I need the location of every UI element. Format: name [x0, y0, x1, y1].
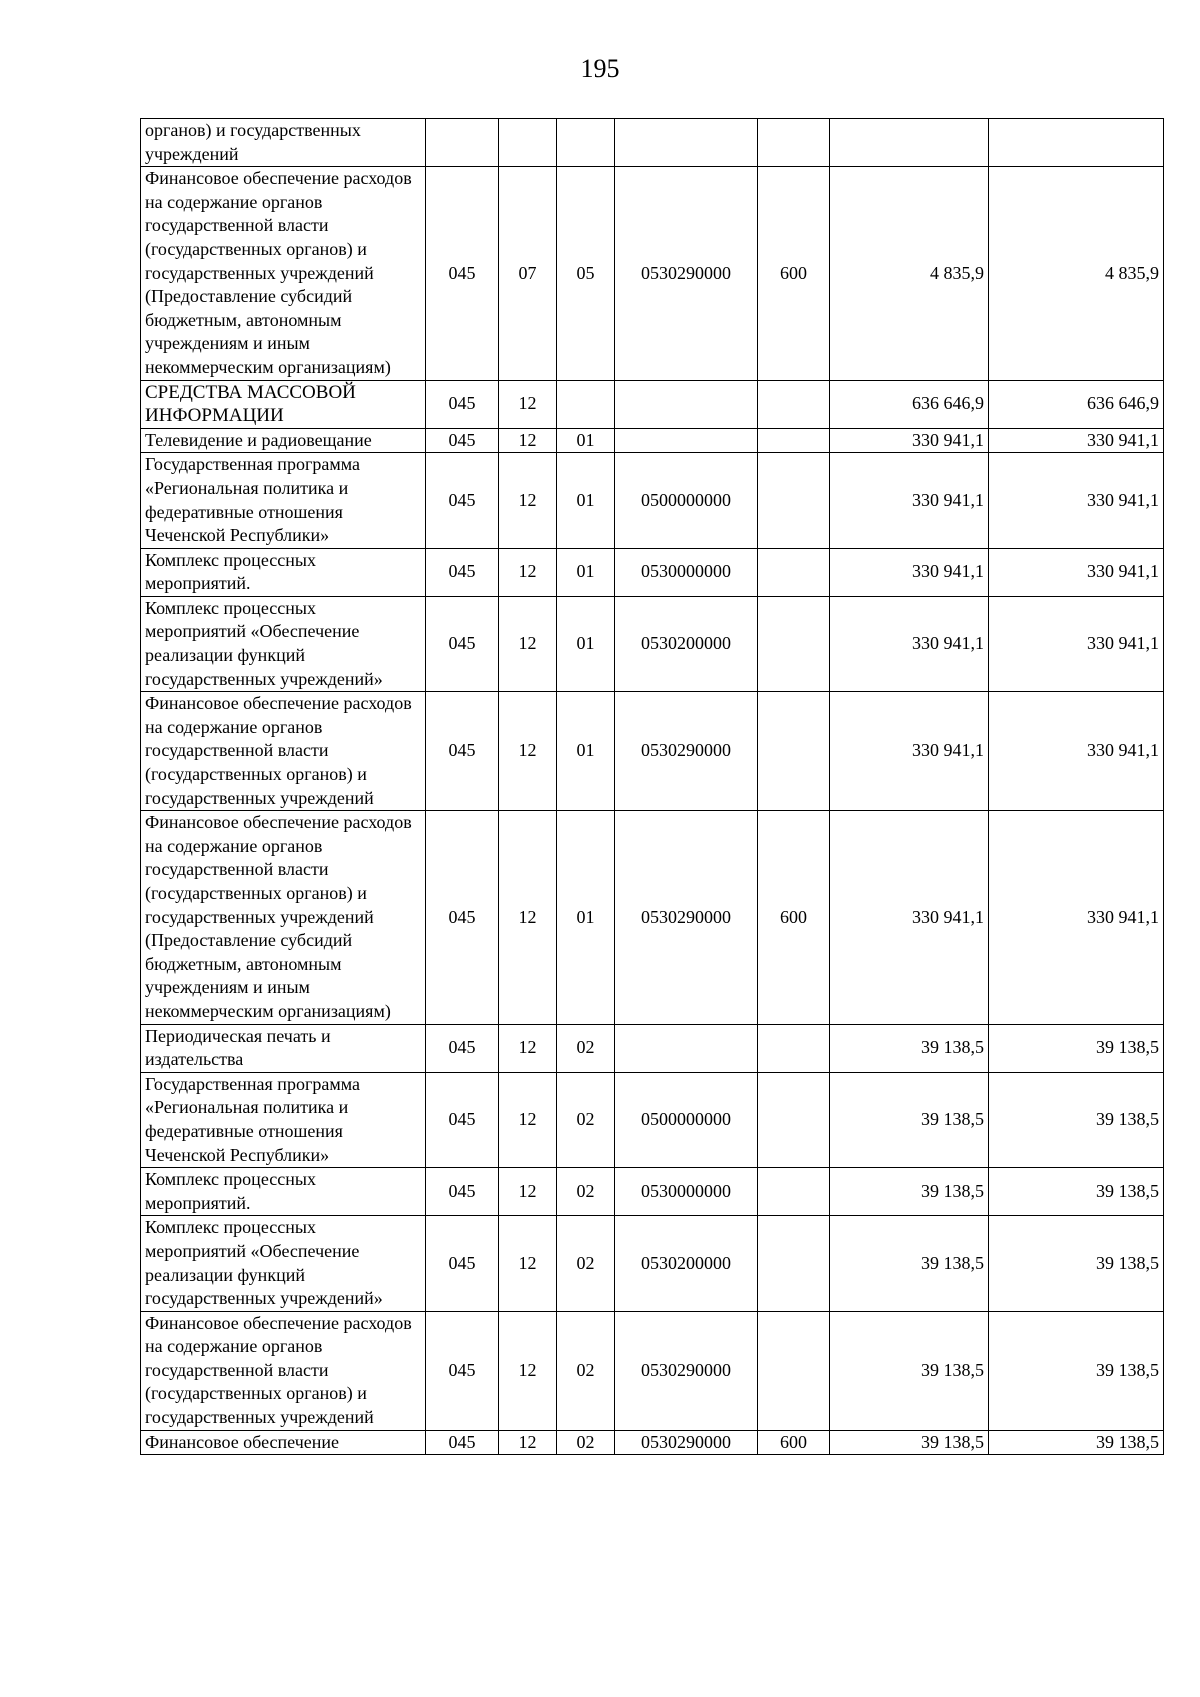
cell-subsection: 01	[557, 548, 615, 596]
cell-target-article: 0530000000	[615, 1168, 758, 1216]
table-row	[141, 811, 1164, 1024]
cell-target-article: 0530200000	[615, 1216, 758, 1311]
cell-subsection: 02	[557, 1216, 615, 1311]
cell-grbs: 045	[426, 596, 499, 691]
cell-section: 12	[499, 1216, 557, 1311]
cell-expense-type: 600	[758, 1430, 830, 1455]
cell-amount-2: 39 138,5	[989, 1168, 1164, 1216]
cell-grbs: 045	[426, 1024, 499, 1072]
table-body	[141, 119, 1164, 1455]
cell-amount-2	[989, 119, 1164, 167]
cell-expense-type	[758, 692, 830, 811]
cell-amount-2: 330 941,1	[989, 428, 1164, 453]
cell-amount-1: 330 941,1	[830, 692, 989, 811]
cell-amount-1: 330 941,1	[830, 596, 989, 691]
cell-section: 12	[499, 548, 557, 596]
cell-name: Финансовое обеспечение	[141, 1430, 426, 1455]
cell-amount-1: 330 941,1	[830, 811, 989, 1024]
cell-expense-type	[758, 453, 830, 548]
cell-expense-type: 600	[758, 811, 830, 1024]
cell-section: 12	[499, 380, 557, 428]
cell-subsection: 02	[557, 1430, 615, 1455]
cell-name: Комплекс процессных мероприятий.	[141, 1168, 426, 1216]
table-row	[141, 1168, 1164, 1216]
table-row	[141, 380, 1164, 428]
cell-amount-1: 39 138,5	[830, 1430, 989, 1455]
cell-amount-1: 636 646,9	[830, 380, 989, 428]
cell-subsection: 01	[557, 596, 615, 691]
cell-grbs: 045	[426, 380, 499, 428]
cell-subsection: 01	[557, 428, 615, 453]
cell-name: Финансовое обеспечение расходов на содержание органов государственной власти (государственных органов) и государственных учреждений (Предоставление субсидий бюджетным, автономным учреждениям и иным некоммерческим организациям)	[141, 811, 426, 1024]
cell-name: Финансовое обеспечение расходов на содержание органов государственной власти (государственных органов) и государственных учреждений (Предоставление субсидий бюджетным, автономным учреждениям и иным некоммерческим организациям)	[141, 167, 426, 380]
table-row	[141, 1430, 1164, 1455]
cell-grbs: 045	[426, 1168, 499, 1216]
table-row	[141, 1024, 1164, 1072]
cell-amount-1: 330 941,1	[830, 428, 989, 453]
cell-subsection: 01	[557, 811, 615, 1024]
cell-amount-2: 330 941,1	[989, 453, 1164, 548]
cell-target-article	[615, 380, 758, 428]
cell-amount-2: 330 941,1	[989, 692, 1164, 811]
cell-target-article: 0530000000	[615, 548, 758, 596]
cell-amount-1: 39 138,5	[830, 1311, 989, 1430]
cell-amount-2: 39 138,5	[989, 1024, 1164, 1072]
cell-amount-1: 330 941,1	[830, 548, 989, 596]
cell-subsection: 01	[557, 453, 615, 548]
cell-amount-1: 39 138,5	[830, 1216, 989, 1311]
cell-amount-2: 4 835,9	[989, 167, 1164, 380]
cell-amount-2: 330 941,1	[989, 596, 1164, 691]
cell-subsection	[557, 380, 615, 428]
cell-expense-type: 600	[758, 167, 830, 380]
table-row	[141, 453, 1164, 548]
cell-section: 12	[499, 1072, 557, 1167]
cell-grbs: 045	[426, 1311, 499, 1430]
table-row	[141, 692, 1164, 811]
cell-target-article: 0530200000	[615, 596, 758, 691]
table-row	[141, 596, 1164, 691]
cell-name: СРЕДСТВА МАССОВОЙ ИНФОРМАЦИИ	[141, 380, 426, 428]
cell-section: 12	[499, 453, 557, 548]
cell-name: Комплекс процессных мероприятий.	[141, 548, 426, 596]
cell-section: 12	[499, 1024, 557, 1072]
cell-grbs: 045	[426, 548, 499, 596]
cell-target-article: 0530290000	[615, 811, 758, 1024]
cell-amount-2: 636 646,9	[989, 380, 1164, 428]
cell-subsection: 02	[557, 1072, 615, 1167]
cell-target-article: 0500000000	[615, 453, 758, 548]
cell-target-article	[615, 428, 758, 453]
table-row	[141, 428, 1164, 453]
cell-amount-2: 39 138,5	[989, 1430, 1164, 1455]
cell-grbs: 045	[426, 428, 499, 453]
cell-name: Комплекс процессных мероприятий «Обеспечение реализации функций государственных учреждений»	[141, 596, 426, 691]
cell-section: 12	[499, 1311, 557, 1430]
cell-subsection	[557, 119, 615, 167]
cell-target-article: 0530290000	[615, 167, 758, 380]
cell-name: Финансовое обеспечение расходов на содержание органов государственной власти (государственных органов) и государственных учреждений	[141, 1311, 426, 1430]
table-row	[141, 1072, 1164, 1167]
cell-name: Государственная программа «Региональная политика и федеративные отношения Чеченской Республики»	[141, 1072, 426, 1167]
cell-expense-type	[758, 119, 830, 167]
cell-expense-type	[758, 1168, 830, 1216]
cell-section: 12	[499, 811, 557, 1024]
cell-expense-type	[758, 1311, 830, 1430]
cell-expense-type	[758, 1216, 830, 1311]
cell-target-article: 0500000000	[615, 1072, 758, 1167]
cell-expense-type	[758, 548, 830, 596]
cell-section: 12	[499, 1168, 557, 1216]
cell-name: Телевидение и радиовещание	[141, 428, 426, 453]
cell-amount-2: 39 138,5	[989, 1072, 1164, 1167]
cell-section	[499, 119, 557, 167]
cell-grbs: 045	[426, 1072, 499, 1167]
table-row	[141, 119, 1164, 167]
cell-target-article: 0530290000	[615, 1311, 758, 1430]
table-row	[141, 1311, 1164, 1430]
cell-name: Финансовое обеспечение расходов на содержание органов государственной власти (государственных органов) и государственных учреждений	[141, 692, 426, 811]
cell-subsection: 02	[557, 1024, 615, 1072]
cell-name: Государственная программа «Региональная политика и федеративные отношения Чеченской Республики»	[141, 453, 426, 548]
cell-grbs: 045	[426, 811, 499, 1024]
cell-amount-2: 330 941,1	[989, 548, 1164, 596]
cell-expense-type	[758, 428, 830, 453]
cell-amount-1: 39 138,5	[830, 1072, 989, 1167]
cell-grbs: 045	[426, 1430, 499, 1455]
cell-target-article: 0530290000	[615, 692, 758, 811]
cell-amount-1: 39 138,5	[830, 1024, 989, 1072]
cell-amount-2: 330 941,1	[989, 811, 1164, 1024]
table-row	[141, 167, 1164, 380]
cell-grbs: 045	[426, 453, 499, 548]
cell-expense-type	[758, 1024, 830, 1072]
cell-section: 12	[499, 596, 557, 691]
table-row	[141, 548, 1164, 596]
cell-amount-2: 39 138,5	[989, 1216, 1164, 1311]
cell-amount-1: 4 835,9	[830, 167, 989, 380]
cell-subsection: 02	[557, 1311, 615, 1430]
cell-subsection: 01	[557, 692, 615, 811]
budget-table	[140, 118, 1164, 1455]
page-number: 195	[580, 54, 620, 83]
cell-section: 12	[499, 428, 557, 453]
cell-section: 12	[499, 1430, 557, 1455]
cell-grbs: 045	[426, 167, 499, 380]
cell-section: 07	[499, 167, 557, 380]
cell-expense-type	[758, 380, 830, 428]
cell-expense-type	[758, 596, 830, 691]
cell-name: Периодическая печать и издательства	[141, 1024, 426, 1072]
cell-amount-1: 330 941,1	[830, 453, 989, 548]
cell-section: 12	[499, 692, 557, 811]
cell-name: Комплекс процессных мероприятий «Обеспечение реализации функций государственных учреждений»	[141, 1216, 426, 1311]
table-row	[141, 1216, 1164, 1311]
cell-amount-1	[830, 119, 989, 167]
cell-target-article	[615, 119, 758, 167]
cell-expense-type	[758, 1072, 830, 1167]
cell-amount-2: 39 138,5	[989, 1311, 1164, 1430]
cell-subsection: 05	[557, 167, 615, 380]
cell-grbs: 045	[426, 1216, 499, 1311]
cell-target-article	[615, 1024, 758, 1072]
cell-grbs: 045	[426, 692, 499, 811]
cell-grbs	[426, 119, 499, 167]
cell-subsection: 02	[557, 1168, 615, 1216]
cell-name: органов) и государственных учреждений	[141, 119, 426, 167]
cell-target-article: 0530290000	[615, 1430, 758, 1455]
cell-amount-1: 39 138,5	[830, 1168, 989, 1216]
